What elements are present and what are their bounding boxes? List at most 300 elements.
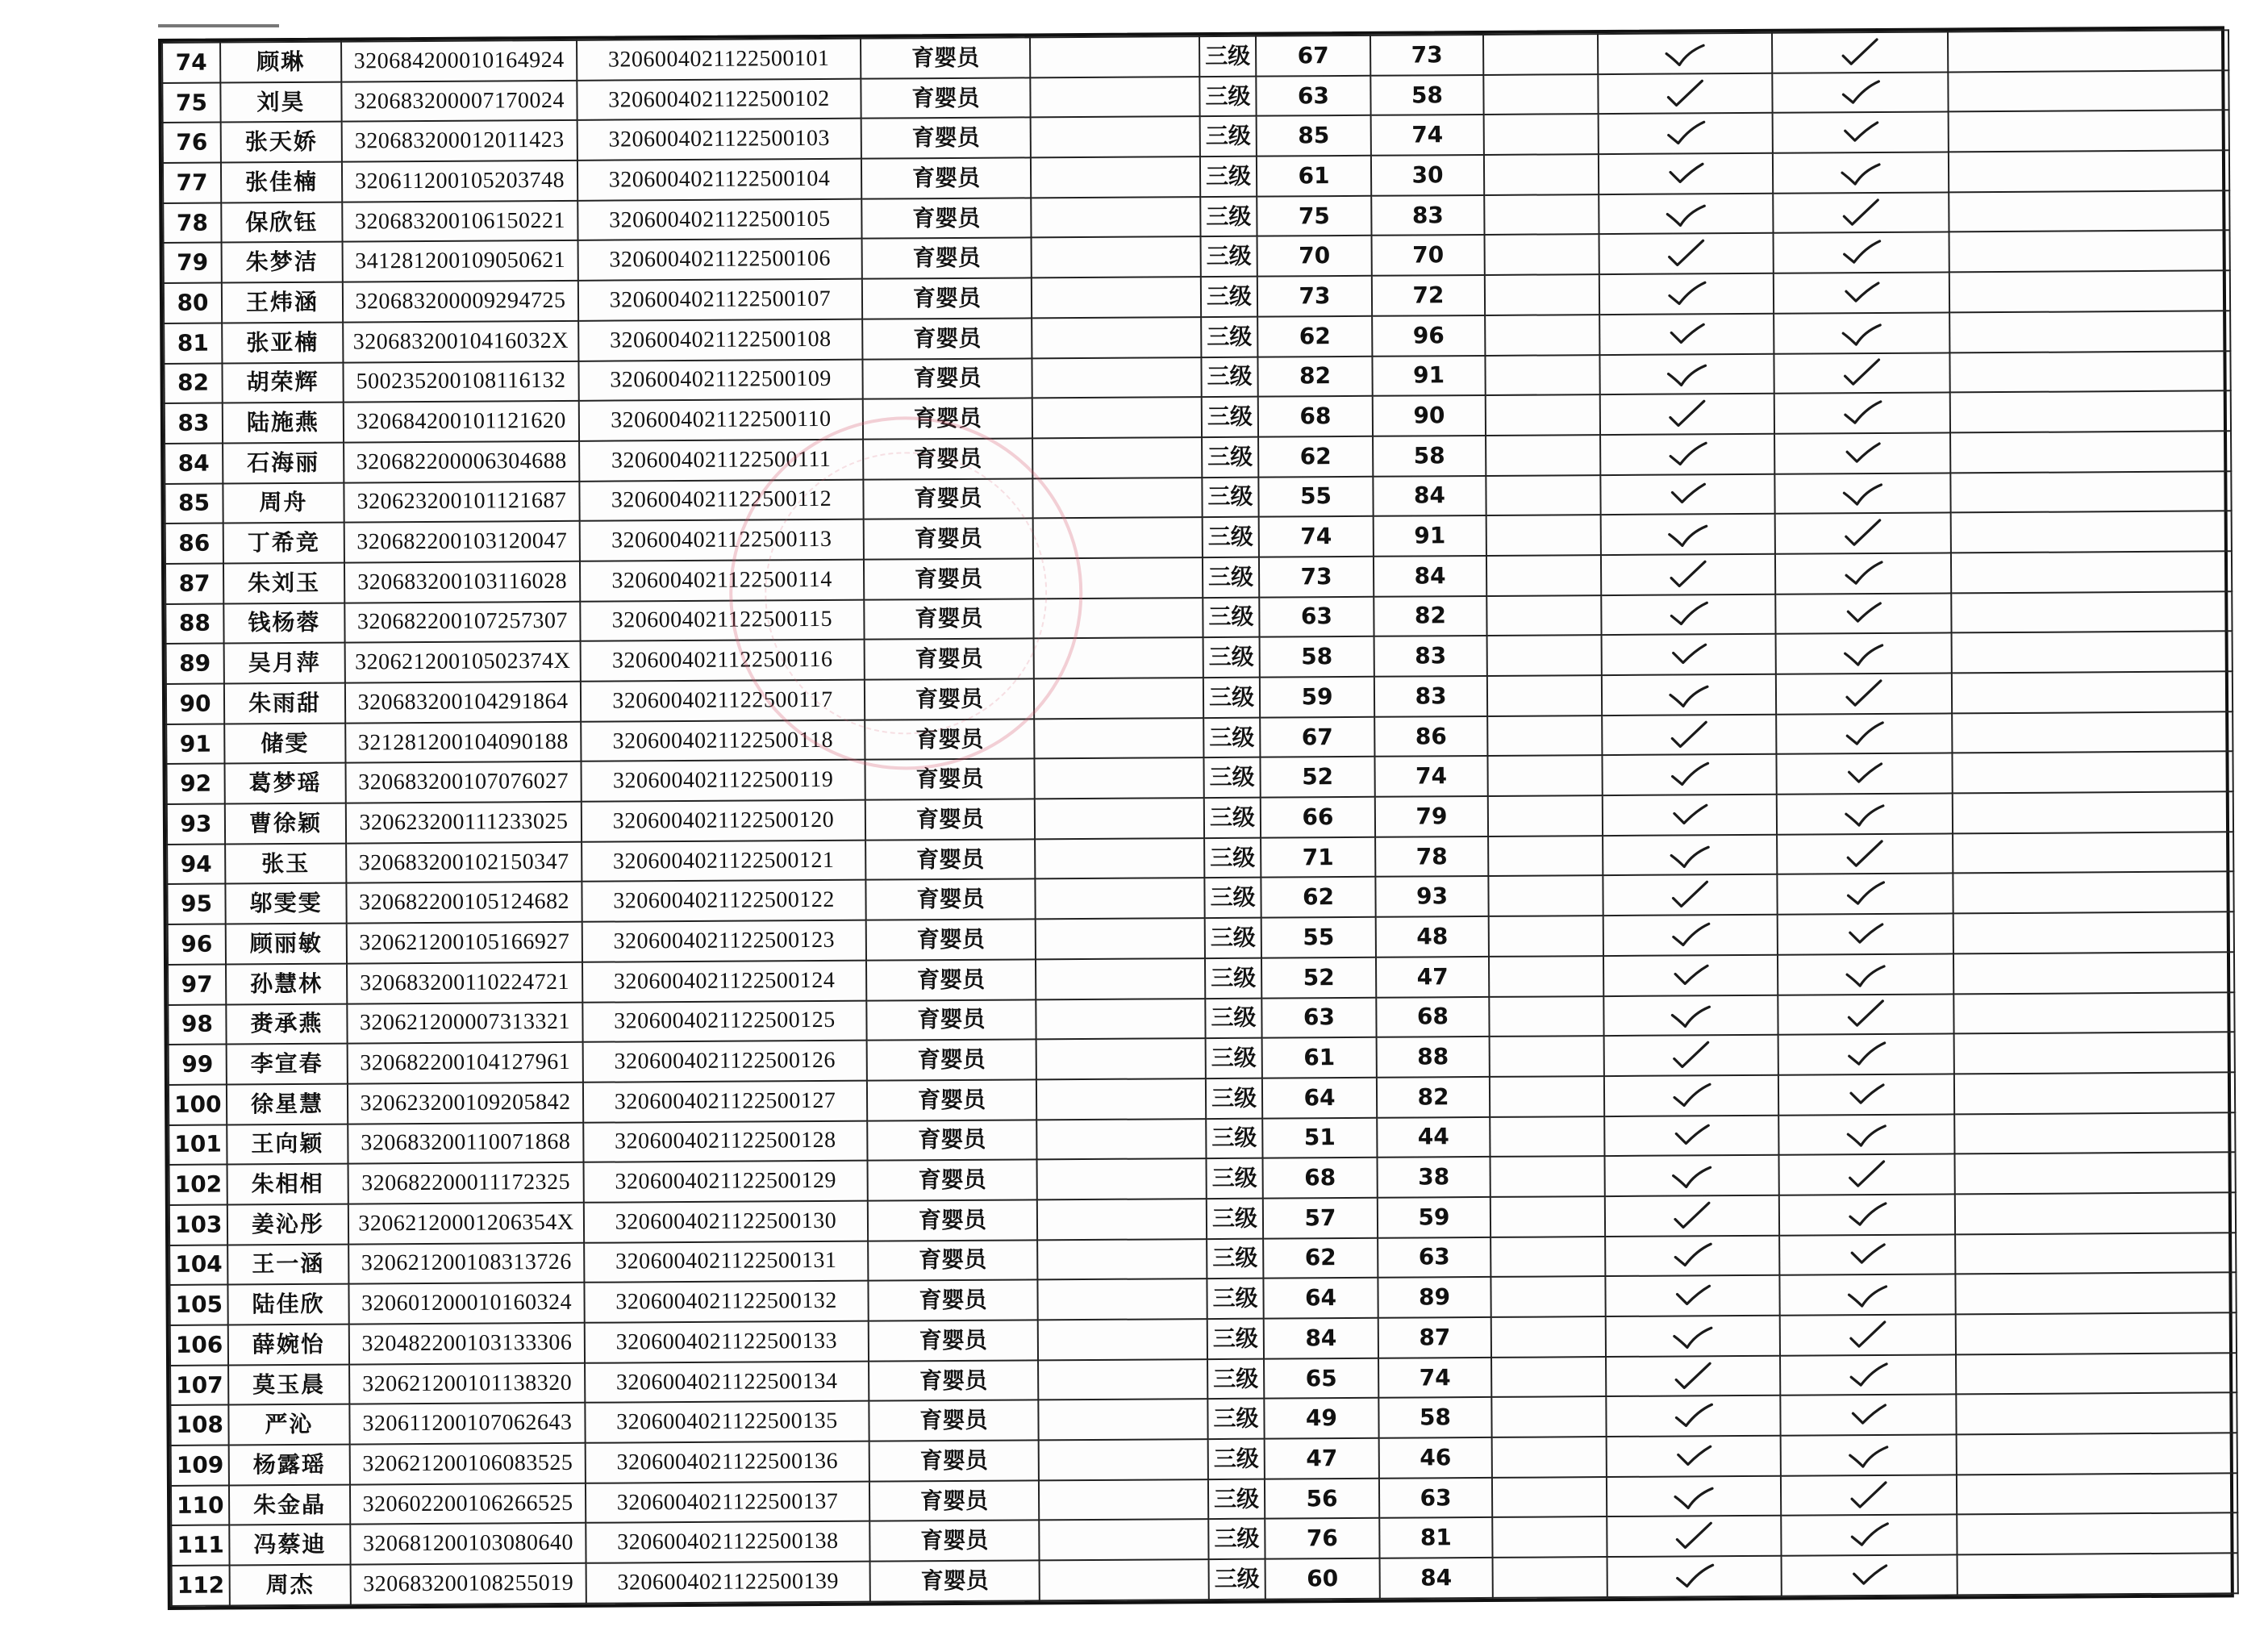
handwritten-check-icon <box>1672 1480 1716 1512</box>
trainee-name: 张玉 <box>225 843 346 884</box>
handwritten-check-icon <box>1845 1279 1889 1311</box>
practical-score: 83 <box>1374 676 1487 717</box>
handwritten-check-icon <box>1665 318 1708 350</box>
blank-cell <box>1953 952 2234 994</box>
blank-cell <box>1490 1076 1604 1117</box>
id-number: 32062120001206354X <box>348 1203 584 1244</box>
handwritten-check-icon <box>1664 198 1707 230</box>
trainee-name: 朱刘玉 <box>223 563 344 604</box>
blank-cell <box>1486 475 1600 516</box>
handwritten-check-icon <box>1669 999 1712 1032</box>
theory-score: 66 <box>1261 797 1375 838</box>
blank-cell <box>1040 1559 1209 1600</box>
blank-cell <box>1036 999 1205 1040</box>
row-number: 107 <box>170 1365 228 1405</box>
check-cell-2 <box>1772 31 1948 73</box>
practical-score: 74 <box>1371 115 1484 156</box>
blank-cell <box>1955 1273 2236 1315</box>
practical-score: 44 <box>1377 1117 1490 1158</box>
practical-score: 73 <box>1370 35 1483 76</box>
blank-cell <box>1951 551 2232 593</box>
blank-cell <box>1491 1396 1606 1437</box>
practical-score: 83 <box>1371 195 1484 236</box>
certificate-number: 3206004021122500129 <box>584 1161 868 1203</box>
blank-cell <box>1952 711 2233 753</box>
blank-cell <box>1953 872 2233 914</box>
skill-level: 三级 <box>1203 757 1260 798</box>
trainee-name: 孙慧林 <box>226 963 347 1004</box>
blank-cell <box>1952 671 2233 713</box>
blank-cell <box>1492 1516 1607 1558</box>
exam-results-table <box>161 29 2239 1607</box>
practical-score: 72 <box>1372 275 1485 316</box>
row-number: 89 <box>166 644 224 684</box>
handwritten-check-icon <box>1666 518 1710 550</box>
occupation: 育婴员 <box>867 1079 1036 1120</box>
check-cell-1 <box>1603 955 1778 996</box>
blank-cell <box>1038 1359 1207 1400</box>
check-cell-2 <box>1781 1475 1957 1516</box>
trainee-name: 姜沁彤 <box>227 1204 348 1245</box>
certificate-number: 3206004021122500137 <box>586 1481 869 1523</box>
check-cell-1 <box>1604 1115 1778 1156</box>
blank-cell <box>1485 274 1599 315</box>
certificate-number: 3206004021122500118 <box>581 720 865 761</box>
handwritten-check-icon <box>1670 1120 1713 1152</box>
handwritten-check-icon <box>1842 717 1886 749</box>
check-cell-1 <box>1599 314 1774 355</box>
theory-score: 59 <box>1260 677 1374 718</box>
blank-cell <box>1484 114 1599 155</box>
blank-cell <box>1956 1353 2237 1395</box>
check-cell-1 <box>1603 835 1777 876</box>
handwritten-check-icon <box>1841 477 1884 509</box>
trainee-name: 张佳楠 <box>221 162 342 203</box>
handwritten-check-icon <box>1665 238 1708 270</box>
handwritten-check-icon <box>1671 1360 1715 1392</box>
practical-score: 46 <box>1379 1437 1492 1479</box>
skill-level: 三级 <box>1208 1439 1265 1479</box>
certificate-number: 3206004021122500124 <box>582 960 866 1002</box>
check-cell-2 <box>1776 753 1952 795</box>
occupation: 育婴员 <box>865 759 1034 800</box>
check-cell-2 <box>1774 432 1950 473</box>
handwritten-check-icon <box>1667 719 1711 751</box>
blank-cell <box>1956 1393 2237 1435</box>
certificate-number: 3206004021122500116 <box>581 640 865 682</box>
check-cell-1 <box>1602 754 1776 795</box>
theory-score: 70 <box>1257 236 1372 277</box>
blank-cell <box>1953 992 2234 1034</box>
practical-score: 74 <box>1378 1358 1491 1399</box>
handwritten-check-icon <box>1841 597 1885 629</box>
occupation: 育婴员 <box>862 358 1032 399</box>
blank-cell <box>1950 471 2231 513</box>
blank-cell <box>1036 958 1205 999</box>
occupation: 育婴员 <box>867 1120 1036 1161</box>
practical-score: 84 <box>1373 476 1486 517</box>
handwritten-check-icon <box>1670 1159 1714 1191</box>
blank-cell <box>1032 317 1201 358</box>
trainee-name: 朱相相 <box>227 1164 348 1205</box>
practical-score: 84 <box>1380 1558 1493 1599</box>
blank-cell <box>1492 1477 1607 1518</box>
trainee-name: 陆佳欣 <box>227 1284 348 1325</box>
handwritten-check-icon <box>1670 1279 1714 1312</box>
check-cell-2 <box>1779 1274 1955 1316</box>
blank-cell <box>1489 996 1603 1037</box>
handwritten-check-icon <box>1670 1199 1714 1232</box>
id-number: 320682200107257307 <box>344 601 580 642</box>
handwritten-check-icon <box>1671 1320 1715 1352</box>
row-number: 94 <box>167 844 225 884</box>
trainee-name: 朱雨甜 <box>224 683 345 724</box>
occupation: 育婴员 <box>864 558 1033 599</box>
handwritten-check-icon <box>1666 599 1710 631</box>
check-cell-2 <box>1780 1314 1956 1355</box>
blank-cell <box>1949 150 2229 192</box>
practical-score: 82 <box>1374 596 1486 637</box>
id-number: 320683200007170024 <box>341 81 577 122</box>
check-cell-1 <box>1601 514 1775 555</box>
trainee-name: 葛梦瑶 <box>224 763 345 804</box>
certificate-number: 3206004021122500105 <box>577 198 861 240</box>
occupation: 育婴员 <box>861 198 1031 239</box>
row-number: 97 <box>168 964 226 1004</box>
skill-level: 三级 <box>1201 277 1257 317</box>
handwritten-check-icon <box>1666 398 1709 430</box>
handwritten-check-icon <box>1842 637 1886 670</box>
skill-level: 三级 <box>1206 1038 1262 1078</box>
id-number: 320623200109205842 <box>348 1083 583 1124</box>
blank-cell <box>1949 190 2229 232</box>
occupation: 育婴员 <box>863 478 1032 519</box>
row-number: 80 <box>164 283 222 323</box>
blank-cell <box>1487 635 1602 676</box>
handwritten-check-icon <box>1841 557 1885 590</box>
skill-level: 三级 <box>1207 1279 1263 1319</box>
blank-cell <box>1957 1473 2237 1515</box>
trainee-name: 赉承燕 <box>226 1003 347 1045</box>
blank-cell <box>1032 277 1201 318</box>
handwritten-check-icon <box>1840 317 1883 349</box>
practical-score: 58 <box>1378 1397 1491 1438</box>
check-cell-2 <box>1774 232 1949 273</box>
row-number: 83 <box>165 403 223 444</box>
check-cell-2 <box>1778 953 1953 995</box>
check-cell-1 <box>1602 714 1776 755</box>
practical-score: 63 <box>1379 1478 1492 1519</box>
skill-level: 三级 <box>1201 357 1257 397</box>
certificate-number: 3206004021122500103 <box>577 119 861 161</box>
blank-cell <box>1949 111 2229 152</box>
blank-cell <box>1949 311 2230 353</box>
practical-score: 87 <box>1378 1317 1491 1358</box>
check-cell-2 <box>1778 1154 1954 1195</box>
id-number: 320682200006304688 <box>344 441 579 482</box>
skill-level: 三级 <box>1207 1358 1264 1399</box>
occupation: 育婴员 <box>870 1560 1040 1601</box>
theory-score: 61 <box>1262 1037 1377 1078</box>
theory-score: 82 <box>1257 356 1372 397</box>
id-number: 320621200106083525 <box>350 1443 586 1484</box>
handwritten-check-icon <box>1847 1439 1891 1471</box>
id-number: 320683200110224721 <box>347 962 582 1003</box>
check-cell-2 <box>1779 1234 1955 1275</box>
blank-cell <box>1036 918 1205 959</box>
theory-score: 49 <box>1264 1398 1378 1439</box>
id-number: 320683200102150347 <box>346 842 582 883</box>
row-number: 85 <box>165 483 223 524</box>
certificate-number: 3206004021122500107 <box>578 279 862 321</box>
check-cell-1 <box>1600 394 1774 435</box>
id-number: 320683200103116028 <box>344 561 580 603</box>
check-cell-2 <box>1777 793 1953 834</box>
check-cell-1 <box>1603 795 1777 836</box>
check-cell-2 <box>1778 1114 1954 1155</box>
check-cell-2 <box>1781 1515 1957 1556</box>
handwritten-check-icon <box>1670 1079 1713 1112</box>
check-cell-2 <box>1776 673 1952 714</box>
theory-score: 67 <box>1256 35 1370 77</box>
blank-cell <box>1950 431 2231 473</box>
skill-level: 三级 <box>1207 1238 1263 1279</box>
id-number: 320683200107076027 <box>345 761 581 803</box>
blank-cell <box>1030 77 1199 118</box>
occupation: 育婴员 <box>861 77 1030 119</box>
check-cell-1 <box>1602 634 1776 675</box>
blank-cell <box>1490 1116 1604 1158</box>
blank-cell <box>1948 70 2228 112</box>
row-number: 84 <box>165 443 223 483</box>
handwritten-check-icon <box>1667 758 1711 791</box>
blank-cell <box>1031 116 1200 157</box>
check-cell-2 <box>1776 713 1952 754</box>
certificate-number: 3206004021122500133 <box>585 1321 869 1363</box>
blank-cell <box>1954 1112 2235 1154</box>
certificate-number: 3206004021122500130 <box>584 1201 868 1243</box>
blank-cell <box>1485 355 1599 396</box>
blank-cell <box>1037 1158 1207 1199</box>
handwritten-check-icon <box>1846 1399 1890 1431</box>
blank-cell <box>1488 795 1603 836</box>
occupation: 育婴员 <box>863 398 1032 440</box>
blank-cell <box>1032 437 1202 478</box>
id-number: 320683200108255019 <box>351 1563 586 1605</box>
roster-sheet <box>158 26 2234 1610</box>
id-number: 320683200110071868 <box>348 1122 583 1163</box>
row-number: 98 <box>168 1004 226 1045</box>
trainee-name: 李宣春 <box>227 1044 348 1085</box>
trainee-name: 顾丽敏 <box>226 924 347 965</box>
blank-cell <box>1491 1357 1606 1398</box>
skill-level: 三级 <box>1207 1319 1264 1359</box>
check-cell-2 <box>1772 72 1948 113</box>
handwritten-check-icon <box>1839 116 1882 148</box>
blank-cell <box>1490 1036 1604 1077</box>
row-number: 112 <box>172 1566 230 1606</box>
skill-level: 三级 <box>1206 1118 1262 1158</box>
skill-level: 三级 <box>1208 1519 1265 1559</box>
id-number: 320623200111233025 <box>346 802 582 843</box>
trainee-name: 丁希竞 <box>223 523 344 564</box>
theory-score: 52 <box>1261 957 1376 999</box>
blank-cell <box>1493 1557 1607 1598</box>
handwritten-check-icon <box>1672 1521 1716 1553</box>
row-number: 102 <box>169 1165 227 1205</box>
certificate-number: 3206004021122500115 <box>580 599 864 641</box>
practical-score: 58 <box>1373 436 1486 477</box>
occupation: 育婴员 <box>868 1280 1037 1321</box>
check-cell-2 <box>1774 393 1950 434</box>
page-top-mark <box>158 0 279 27</box>
handwritten-check-icon <box>1668 879 1711 912</box>
occupation: 育婴员 <box>865 639 1034 680</box>
skill-level: 三级 <box>1203 678 1260 718</box>
table-body <box>162 30 2238 1606</box>
id-number: 320621200108313726 <box>348 1242 584 1283</box>
blank-cell <box>1487 715 1602 757</box>
id-number: 32062120010502374X <box>345 641 581 682</box>
handwritten-check-icon <box>1667 678 1711 711</box>
row-number: 100 <box>169 1084 227 1124</box>
certificate-number: 3206004021122500117 <box>581 680 865 722</box>
occupation: 育婴员 <box>868 1199 1037 1241</box>
occupation: 育婴员 <box>869 1480 1039 1521</box>
row-number: 91 <box>166 724 224 764</box>
id-number: 320623200101121687 <box>344 481 579 522</box>
id-number: 320684200101121620 <box>344 401 579 442</box>
check-cell-2 <box>1773 192 1949 233</box>
occupation: 育婴员 <box>861 118 1031 159</box>
handwritten-check-icon <box>1841 517 1885 549</box>
row-number: 95 <box>167 884 225 924</box>
trainee-name: 杨露瑶 <box>229 1445 350 1486</box>
handwritten-check-icon <box>1665 358 1708 390</box>
check-cell-1 <box>1606 1395 1780 1437</box>
theory-score: 61 <box>1257 156 1371 197</box>
certificate-number: 3206004021122500101 <box>577 39 861 81</box>
id-number: 320682200104127961 <box>348 1042 583 1083</box>
skill-level: 三级 <box>1203 637 1260 678</box>
check-cell-1 <box>1603 874 1777 916</box>
theory-score: 85 <box>1257 115 1371 156</box>
certificate-number: 3206004021122500113 <box>580 519 864 561</box>
row-number: 78 <box>163 202 221 243</box>
practical-score: 38 <box>1378 1157 1490 1198</box>
check-cell-2 <box>1778 994 1953 1035</box>
practical-score: 91 <box>1372 355 1485 396</box>
check-cell-1 <box>1607 1516 1781 1557</box>
skill-level: 三级 <box>1204 798 1261 838</box>
practical-score: 86 <box>1374 716 1487 757</box>
blank-cell <box>1957 1553 2238 1595</box>
practical-score: 83 <box>1374 636 1487 677</box>
theory-score: 58 <box>1260 636 1374 678</box>
blank-cell <box>1953 832 2233 874</box>
row-number: 74 <box>162 43 220 83</box>
handwritten-check-icon <box>1838 76 1882 108</box>
handwritten-check-icon <box>1663 77 1707 110</box>
theory-score: 64 <box>1263 1278 1378 1319</box>
certificate-number: 3206004021122500126 <box>583 1041 867 1083</box>
id-number: 320611200107062643 <box>349 1403 585 1444</box>
handwritten-check-icon <box>1664 117 1707 149</box>
blank-cell <box>1953 791 2233 833</box>
handwritten-check-icon <box>1841 397 1884 429</box>
trainee-name: 徐星慧 <box>227 1083 348 1124</box>
row-number: 86 <box>165 524 223 564</box>
occupation: 育婴员 <box>864 519 1033 560</box>
blank-cell <box>1491 1316 1606 1358</box>
check-cell-2 <box>1778 914 1953 955</box>
skill-level: 三级 <box>1208 1479 1265 1519</box>
handwritten-check-icon <box>1666 558 1710 590</box>
blank-cell <box>1038 1399 1207 1440</box>
blank-cell <box>1955 1192 2236 1234</box>
blank-cell <box>1949 270 2230 312</box>
blank-cell <box>1957 1433 2237 1475</box>
check-cell-2 <box>1780 1354 1956 1395</box>
id-number: 320621200101138320 <box>349 1362 585 1404</box>
theory-score: 57 <box>1263 1198 1378 1239</box>
trainee-name: 张亚楠 <box>222 322 343 363</box>
id-number: 320683200009294725 <box>343 281 578 322</box>
handwritten-check-icon <box>1668 799 1711 831</box>
occupation: 育婴员 <box>866 920 1036 961</box>
blank-cell <box>1037 1199 1207 1240</box>
blank-cell <box>1489 956 1603 997</box>
trainee-name: 张天娇 <box>221 122 342 163</box>
check-cell-2 <box>1777 874 1953 915</box>
blank-cell <box>1031 156 1200 198</box>
blank-cell <box>1036 1119 1206 1160</box>
row-number: 76 <box>163 123 221 163</box>
blank-cell <box>1034 678 1203 719</box>
handwritten-check-icon <box>1666 478 1709 511</box>
blank-cell <box>1483 34 1598 75</box>
occupation: 育婴员 <box>869 1440 1039 1481</box>
row-number: 103 <box>169 1204 227 1245</box>
check-cell-1 <box>1599 233 1774 274</box>
occupation: 育婴员 <box>862 278 1032 319</box>
check-cell-1 <box>1604 1075 1778 1116</box>
handwritten-check-icon <box>1669 959 1712 991</box>
blank-cell <box>1486 435 1600 476</box>
check-cell-1 <box>1602 674 1776 715</box>
row-number: 101 <box>169 1124 227 1165</box>
skill-level: 三级 <box>1205 918 1261 958</box>
blank-cell <box>1485 315 1599 356</box>
handwritten-check-icon <box>1841 437 1884 469</box>
blank-cell <box>1486 555 1601 596</box>
blank-cell <box>1487 755 1602 796</box>
handwritten-check-icon <box>1843 878 1887 910</box>
theory-score: 68 <box>1263 1158 1378 1199</box>
blank-cell <box>1031 197 1200 238</box>
theory-score: 62 <box>1263 1237 1378 1279</box>
trainee-name: 王炜涵 <box>222 282 343 323</box>
blank-cell <box>1483 74 1598 115</box>
theory-score: 51 <box>1262 1117 1377 1158</box>
theory-score: 47 <box>1265 1438 1379 1479</box>
check-cell-1 <box>1598 73 1772 114</box>
blank-cell <box>1036 1038 1206 1079</box>
blank-cell <box>1036 1078 1206 1120</box>
theory-score: 75 <box>1257 196 1371 237</box>
check-cell-1 <box>1598 33 1772 74</box>
blank-cell <box>1957 1513 2237 1555</box>
